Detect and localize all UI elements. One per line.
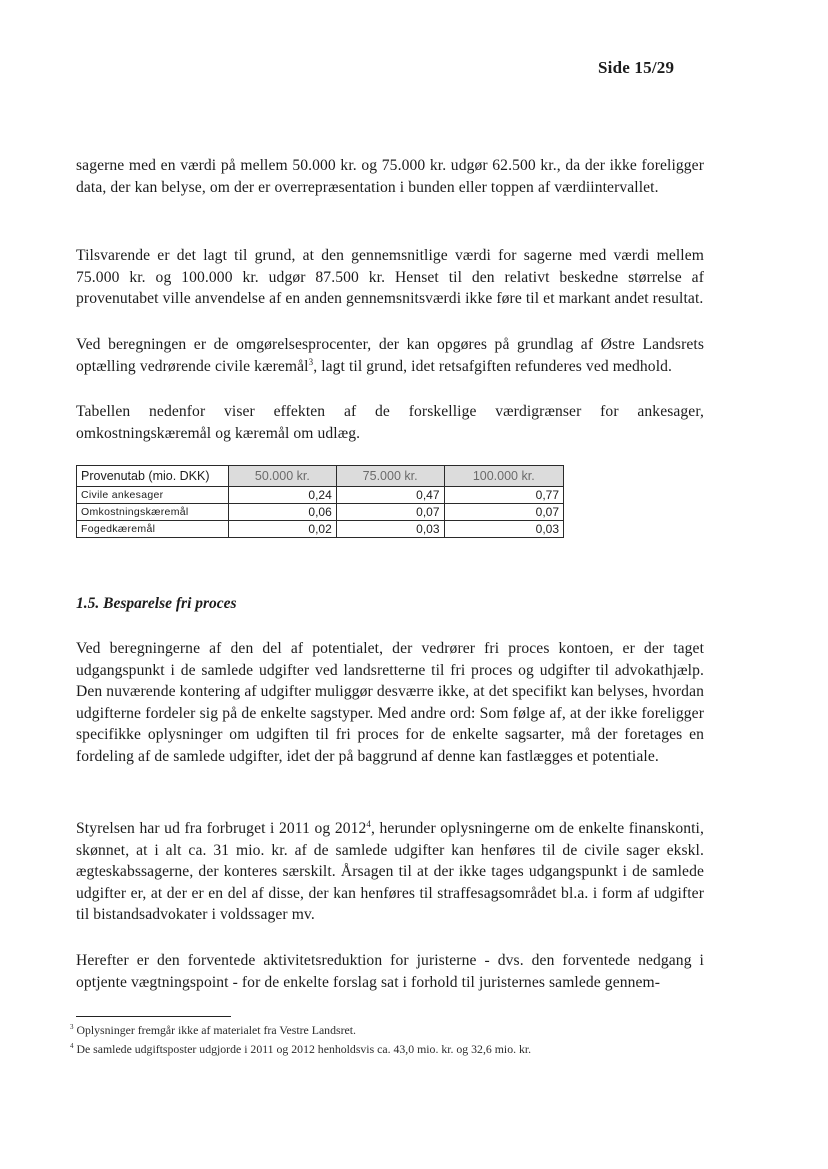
- paragraph-average-value: Tilsvarende er det lagt til grund, at den gennemsnitlige værdi for sagerne med værdi mellem 75.000 kr. og 100.000 kr. udgør 87.500 kr. Henset til den relativt beskedne størrelse af provenutabet ville anvendelse af en anden gennemsnitsværdi ikke føre til et markant andet resultat.: [76, 247, 704, 307]
- footnote-ref: 4: [366, 818, 372, 829]
- revenue-loss-table: [76, 465, 564, 538]
- table-cell: 0,77: [444, 487, 564, 504]
- table-header-col1: 50.000 kr.: [229, 466, 337, 487]
- table-header-col2: 75.000 kr.: [336, 466, 444, 487]
- table-cell: 0,02: [229, 521, 337, 538]
- table-header-col3: 100.000 kr.: [444, 466, 564, 487]
- table-cell: 0,03: [336, 521, 444, 538]
- footnote-divider: [76, 1016, 231, 1017]
- table-cell: 0,07: [444, 504, 564, 521]
- table-row: [77, 487, 564, 504]
- paragraph-text: Ved beregningen er de omgørelsesprocenter, der kan opgøres på grundlag af Østre Landsrets optælling vedrørende civile kæremål: [76, 336, 704, 375]
- footnote: [70, 1042, 710, 1056]
- table-row: [77, 504, 564, 521]
- section-heading: 1.5. Besparelse fri proces: [76, 595, 237, 612]
- paragraph-text: , herunder oplysningerne om de enkelte finanskonti, skønnet, at i alt ca. 31 mio. kr. af de samlede udgifter kan henføres til de civile sager ekskl. ægteskabssagerne, der konteres særskilt. Årsagen til at der ikke tages udgangspunkt i de samlede udgifter er, at der er en del af disse, der kan henføres til straffesagsområdet bl.a. i form af udgifter til bistandsadvokater i voldssager mv.: [76, 820, 704, 923]
- table-cell: 0,06: [229, 504, 337, 521]
- footnote-text: De samlede udgiftsposter udgjorde i 2011 og 2012 henholdsvis ca. 43,0 mio. kr. og 32,6 mio. kr.: [76, 1042, 532, 1056]
- table-cell: 0,24: [229, 487, 337, 504]
- table-header-row: [77, 466, 564, 487]
- paragraph-activity-reduction: Herefter er den forventede aktivitetsreduktion for juristerne - dvs. den forventede nedgang i optjente vægtningspoint - for de enkelte forslag sat i forhold til juristernes samlede gennem-: [76, 952, 704, 991]
- table-cell: 0,03: [444, 521, 564, 538]
- table-cell: 0,07: [336, 504, 444, 521]
- paragraph-free-process: Ved beregningerne af den del af potentialet, der vedrører fri proces kontoen, er der taget udgangspunkt i de samlede udgifter ved landsretterne til fri proces og udgifter til advokathjælp. Den nuværende kontering af udgifter muliggør desværre ikke, at det specifikt kan belyses, hvordan udgifterne fordeler sig på de enkelte sagstyper. Med andre ord: Som følge af, at der ikke foreligger specifikke oplysninger om udgiften til fri proces for de enkelte sagsarter, må der foretages en fordeling af de samlede udgifter, idet der på baggrund af denne kan fastlægges et potentiale.: [76, 640, 704, 765]
- row-label: Omkostningskæremål: [77, 504, 229, 521]
- paragraph-table-intro: Tabellen nedenfor viser effekten af de forskellige værdigrænser for ankesager, omkostningskæremål og kæremål om udlæg.: [76, 403, 704, 442]
- page-number: Side 15/29: [598, 58, 675, 77]
- paragraph-agency-estimate: [76, 818, 704, 926]
- paragraph-text: , lagt til grund, idet retsafgiften refunderes ved medhold.: [313, 357, 673, 375]
- row-label: Civile ankesager: [77, 487, 229, 504]
- row-label: Fogedkæremål: [77, 521, 229, 538]
- footnote-marker: 4: [70, 1042, 74, 1051]
- table-row: [77, 521, 564, 538]
- footnote: [70, 1023, 710, 1037]
- paragraph-value-midpoint: sagerne med en værdi på mellem 50.000 kr. og 75.000 kr. udgør 62.500 kr., da der ikke foreligger data, der kan belyse, om der er overrepræsentation i bunden eller toppen af værdiintervallet.: [76, 157, 704, 196]
- table-cell: 0,47: [336, 487, 444, 504]
- table-header-label: Provenutab (mio. DKK): [77, 466, 229, 487]
- paragraph-text: Styrelsen har ud fra forbruget i 2011 og 2012: [76, 820, 367, 837]
- paragraph-reversal-rates: [76, 334, 704, 377]
- footnote-text: Oplysninger fremgår ikke af materialet fra Vestre Landsret.: [76, 1023, 356, 1037]
- footnote-marker: 3: [70, 1023, 74, 1032]
- footnote-ref: 3: [308, 356, 314, 367]
